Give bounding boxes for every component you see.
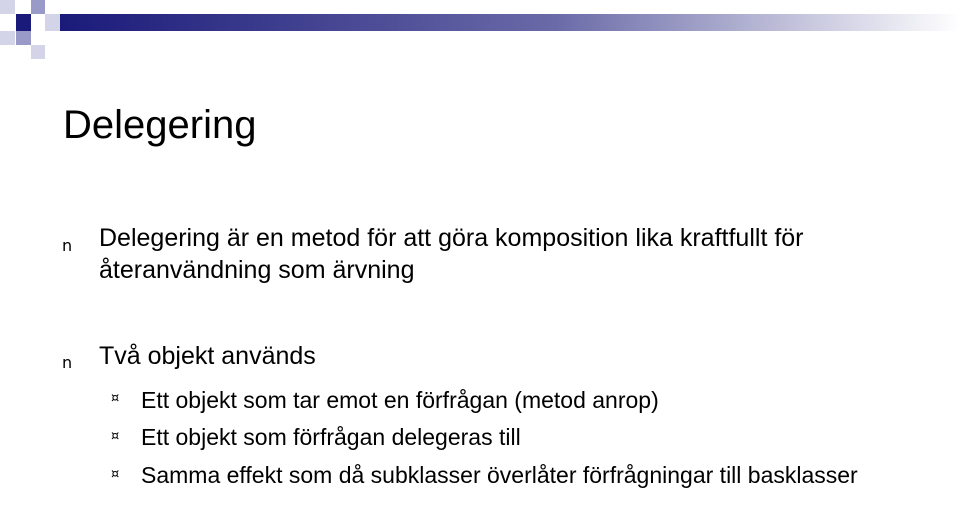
sub-bullet-2-text: Ett objekt som förfrågan delegeras till — [141, 424, 521, 450]
deco-square-mid-2 — [16, 31, 31, 45]
deco-square-dark — [16, 14, 31, 31]
deco-square-light-1 — [0, 0, 15, 14]
sub-bullet-marker-1: ¤ — [111, 391, 120, 406]
deco-square-light-2 — [45, 14, 60, 31]
deco-square-mid-3 — [0, 31, 15, 45]
deco-square-light-3 — [31, 45, 45, 59]
header-gradient-bar — [60, 14, 960, 31]
sub-bullet-marker-2: ¤ — [111, 429, 120, 444]
bullet-2-text: Två objekt används — [99, 342, 316, 370]
slide-title: Delegering — [63, 103, 257, 147]
bullet-marker-1: n — [62, 236, 73, 255]
header-decoration — [0, 0, 960, 60]
sub-bullet-marker-3: ¤ — [111, 467, 120, 482]
bullet-1-text: Delegering är en metod för att göra komposition lika kraftfullt för återanvändning som ärvning — [99, 224, 804, 284]
bullet-marker-2: n — [62, 353, 73, 372]
deco-square-mid-1 — [31, 0, 45, 14]
sub-bullet-1-text: Ett objekt som tar emot en förfrågan (metod anrop) — [141, 387, 659, 413]
sub-bullet-3-text: Samma effekt som då subklasser överlåter förfrågningar till basklasser — [141, 462, 858, 488]
